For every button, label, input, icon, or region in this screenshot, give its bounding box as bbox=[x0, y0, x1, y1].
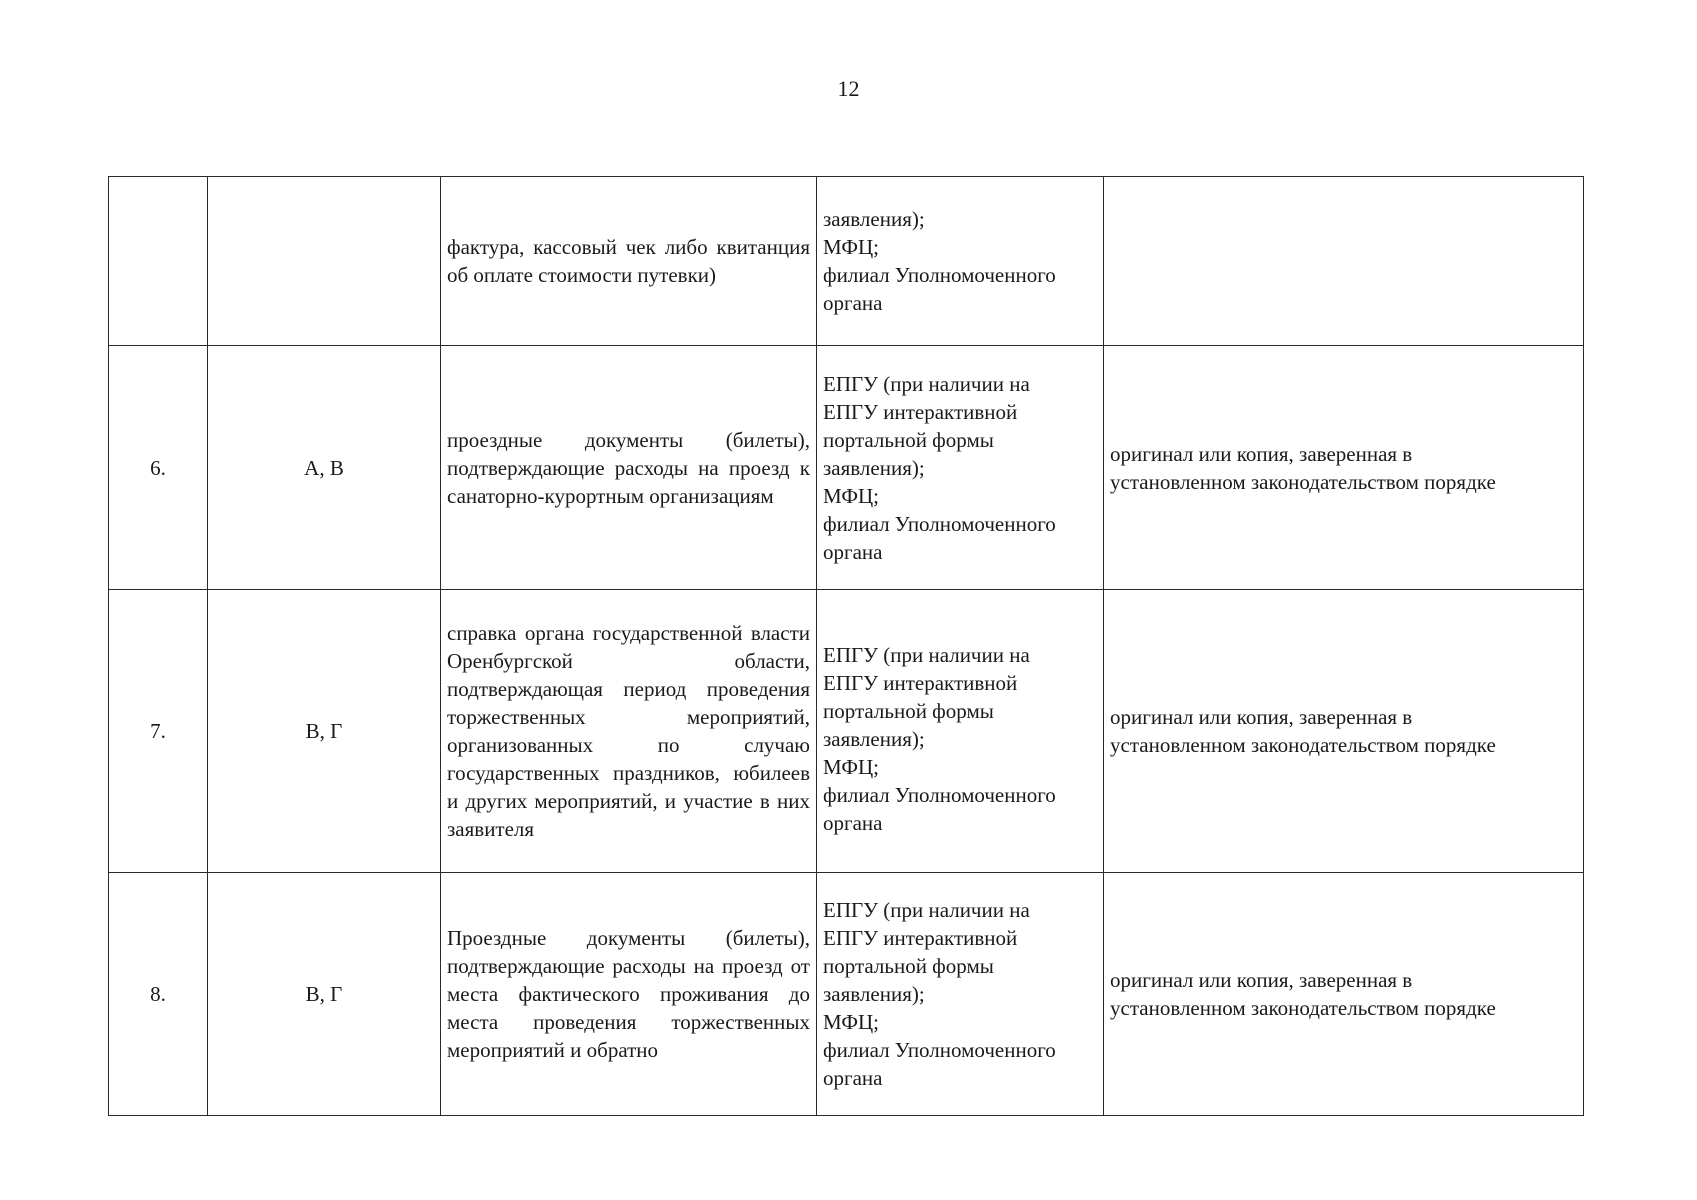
row-number: 7. bbox=[109, 590, 208, 873]
row-form bbox=[1104, 873, 1584, 1116]
row-document: справка органа государственной власти Оренбургской области, подтверждающая период проведения торжественных мероприятий, организованных по случаю государственных праздников, юбилеев и других мероприятий, и участие в них заявителя bbox=[441, 590, 817, 873]
row-category: В, Г bbox=[208, 590, 441, 873]
row-form bbox=[1104, 346, 1584, 590]
form-line: оригинал или копия, заверенная в bbox=[1110, 705, 1413, 729]
row-form bbox=[1104, 590, 1584, 873]
row-number bbox=[109, 177, 208, 346]
source-line: ЕПГУ (при наличии на bbox=[823, 371, 1030, 396]
table-row bbox=[109, 590, 1584, 873]
source-line: филиал Уполномоченного bbox=[823, 263, 1056, 287]
source-line: МФЦ; bbox=[823, 235, 879, 259]
source-line: портальной формы bbox=[823, 954, 994, 978]
source-line: ЕПГУ интерактивной bbox=[823, 671, 1018, 695]
row-document: проездные документы (билеты), подтверждающие расходы на проезд к санаторно-курортным организациям bbox=[441, 346, 817, 590]
row-category: А, В bbox=[208, 346, 441, 590]
table-row bbox=[109, 346, 1584, 590]
row-category bbox=[208, 177, 441, 346]
source-line: заявления); bbox=[823, 982, 925, 1006]
source-line: органа bbox=[823, 539, 883, 564]
source-line: филиал Уполномоченного bbox=[823, 511, 1056, 536]
form-line: оригинал или копия, заверенная в bbox=[1110, 441, 1413, 466]
source-line: ЕПГУ (при наличии на bbox=[823, 898, 1030, 922]
documents-table bbox=[108, 176, 1584, 1116]
source-line: заявления); bbox=[823, 455, 925, 480]
row-source bbox=[817, 346, 1104, 590]
source-line: ЕПГУ (при наличии на bbox=[823, 643, 1030, 667]
row-source bbox=[817, 590, 1104, 873]
source-line: портальной формы bbox=[823, 699, 994, 723]
row-form bbox=[1104, 177, 1584, 346]
row-source bbox=[817, 177, 1104, 346]
source-line: ЕПГУ интерактивной bbox=[823, 399, 1018, 424]
form-line: установленном законодательством порядке bbox=[1110, 469, 1496, 494]
source-line: заявления); bbox=[823, 207, 925, 231]
source-line: МФЦ; bbox=[823, 755, 879, 779]
source-line: МФЦ; bbox=[823, 483, 879, 508]
row-document: фактура, кассовый чек либо квитанция об оплате стоимости путевки) bbox=[441, 177, 817, 346]
source-line: филиал Уполномоченного bbox=[823, 783, 1056, 807]
row-number: 6. bbox=[109, 346, 208, 590]
source-line: органа bbox=[823, 811, 883, 835]
row-document: Проездные документы (билеты), подтверждающие расходы на проезд от места фактического проживания до места проведения торжественных мероприятий и обратно bbox=[441, 873, 817, 1116]
source-line: МФЦ; bbox=[823, 1010, 879, 1034]
source-line: портальной формы bbox=[823, 427, 994, 452]
page-number: 12 bbox=[837, 76, 860, 101]
row-number: 8. bbox=[109, 873, 208, 1116]
table-row bbox=[109, 177, 1584, 346]
source-line: заявления); bbox=[823, 727, 925, 751]
form-line: установленном законодательством порядке bbox=[1110, 733, 1496, 757]
source-line: ЕПГУ интерактивной bbox=[823, 926, 1018, 950]
row-category: В, Г bbox=[208, 873, 441, 1116]
form-line: оригинал или копия, заверенная в bbox=[1110, 968, 1413, 992]
source-line: органа bbox=[823, 1066, 883, 1090]
form-line: установленном законодательством порядке bbox=[1110, 996, 1496, 1020]
source-line: филиал Уполномоченного bbox=[823, 1038, 1056, 1062]
source-line: органа bbox=[823, 291, 883, 315]
table-row bbox=[109, 873, 1584, 1116]
row-source bbox=[817, 873, 1104, 1116]
